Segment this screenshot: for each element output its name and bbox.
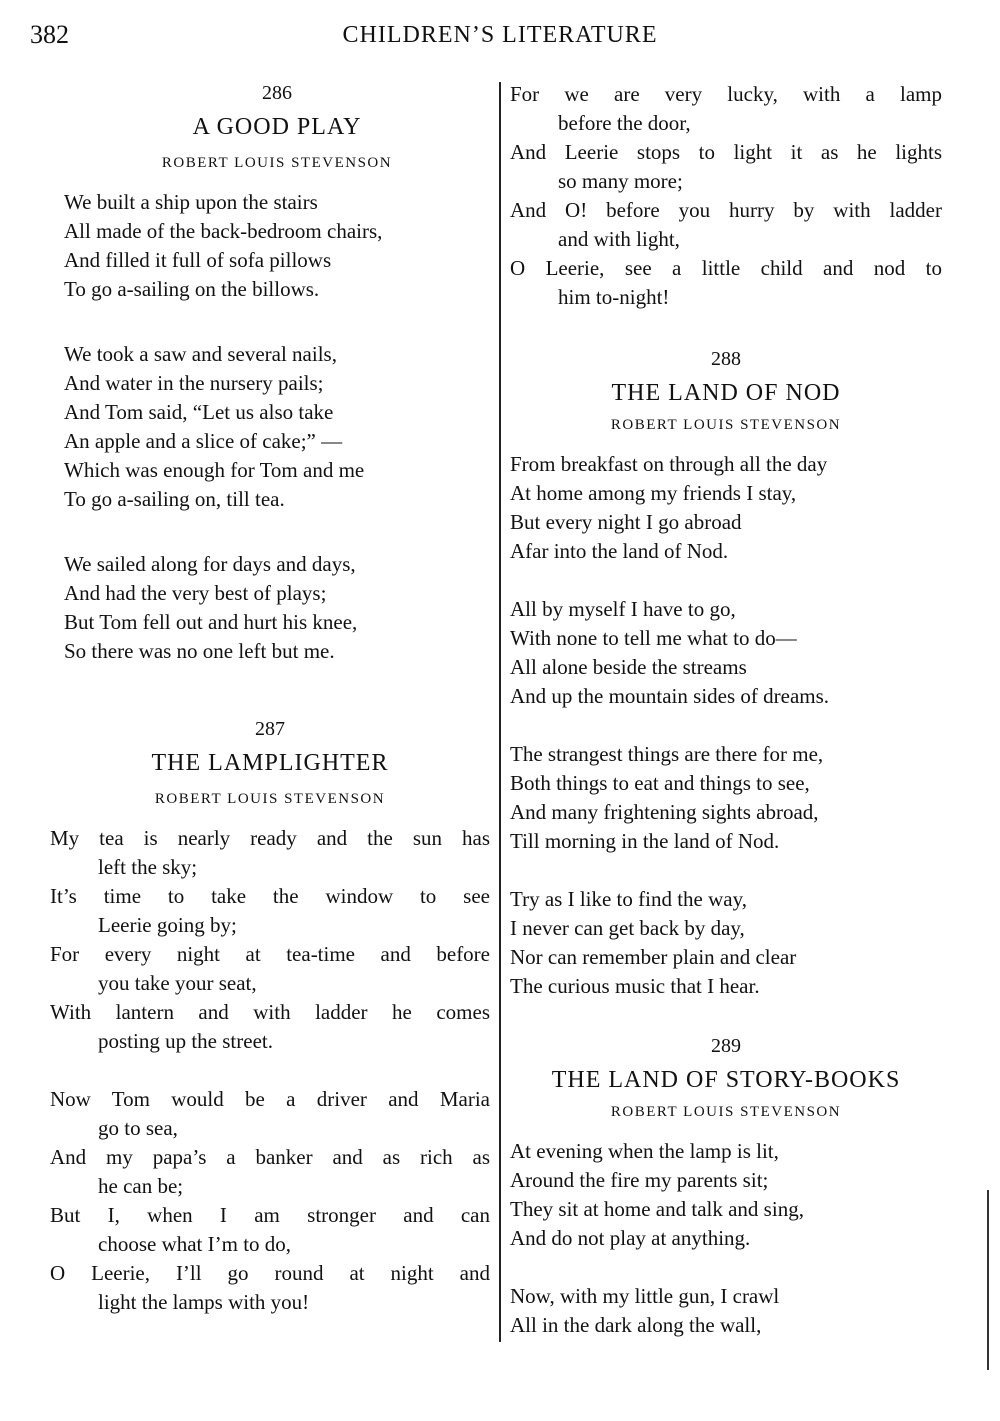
verse-line: At evening when the lamp is lit, <box>510 1139 779 1163</box>
poem-number: 287 <box>255 718 285 740</box>
verse-line: Try as I like to find the way, <box>510 887 747 911</box>
poem-title: THE LAND OF NOD <box>611 380 841 406</box>
verse-line: But every night I go abroad <box>510 510 742 534</box>
verse-line: All in the dark along the wall, <box>510 1313 762 1337</box>
verse-line: Both things to eat and things to see, <box>510 771 810 795</box>
verse-line: All made of the back-bedroom chairs, <box>64 219 383 243</box>
verse-line: For every night at tea-time and before <box>50 942 490 966</box>
poem-number: 289 <box>711 1035 741 1057</box>
poem-number: 286 <box>262 82 292 104</box>
verse-line: Now Tom would be a driver and Maria <box>50 1087 490 1111</box>
verse-line: before the door, <box>558 111 691 135</box>
poem-289 <box>510 1033 942 1340</box>
poem-title: THE LAND OF STORY-BOOKS <box>551 1067 901 1093</box>
verse-line: With lantern and with ladder he comes <box>50 1000 490 1024</box>
verse-line: So there was no one left but me. <box>64 639 335 663</box>
verse-line: For we are very lucky, with a lamp <box>510 82 942 106</box>
verse-line: The strangest things are there for me, <box>510 742 824 766</box>
verse-line: And O! before you hurry by with ladder <box>510 198 942 222</box>
stanza <box>510 740 942 856</box>
poem-author: ROBERT LOUIS STEVENSON <box>610 417 842 433</box>
verse-line: And Tom said, “Let us also take <box>64 400 334 424</box>
verse-line: posting up the street. <box>98 1029 273 1053</box>
verse-line: The curious music that I hear. <box>510 974 760 998</box>
left-column <box>50 80 490 1317</box>
verse-line: Till morning in the land of Nod. <box>510 829 780 853</box>
poem-author: ROBERT LOUIS STEVENSON <box>161 155 393 171</box>
verse-line: And had the very best of plays; <box>64 581 327 605</box>
verse-line: To go a-sailing on the billows. <box>64 277 320 301</box>
verse-line: And Leerie stops to light it as he lights <box>510 140 942 164</box>
verse-line: O Leerie, see a little child and nod to <box>510 256 942 280</box>
stanza <box>510 885 942 1001</box>
stanza <box>50 1085 490 1317</box>
poem-author: ROBERT LOUIS STEVENSON <box>610 1104 842 1120</box>
running-head: CHILDREN’S LITERATURE <box>342 22 658 48</box>
verse-line: We built a ship upon the stairs <box>64 190 318 214</box>
verse-line: My tea is nearly ready and the sun has <box>50 826 490 850</box>
poem-288 <box>510 346 942 1001</box>
verse-line: Afar into the land of Nod. <box>510 539 729 563</box>
margin-rule <box>987 1190 989 1370</box>
verse-line: And filled it full of sofa pillows <box>64 248 332 272</box>
stanza <box>64 188 490 304</box>
verse-line: It’s time to take the window to see <box>50 884 490 908</box>
poem-287 <box>50 716 490 1317</box>
verse-line: choose what I’m to do, <box>98 1232 292 1256</box>
stanza <box>50 824 490 1056</box>
stanza <box>64 550 490 666</box>
stanza <box>510 450 942 566</box>
verse-line: And water in the nursery pails; <box>64 371 324 395</box>
verse-line: And do not play at anything. <box>510 1226 751 1250</box>
verse-line: left the sky; <box>98 855 198 879</box>
verse-line: O Leerie, I’ll go round at night and <box>50 1261 490 1285</box>
poem-287-continued <box>510 80 942 312</box>
verse-line: Now, with my little gun, I crawl <box>510 1284 780 1308</box>
verse-line: With none to tell me what to do— <box>510 626 797 650</box>
verse-line: But I, when I am stronger and can <box>50 1203 490 1227</box>
stanza <box>510 595 942 711</box>
verse-line: And many frightening sights abroad, <box>510 800 819 824</box>
poem-286 <box>50 80 490 666</box>
verse-line: light the lamps with you! <box>98 1290 310 1314</box>
verse-line: Leerie going by; <box>98 913 237 937</box>
verse-line: you take your seat, <box>98 971 257 995</box>
page-number: 382 <box>30 20 69 49</box>
verse-line: We took a saw and several nails, <box>64 342 337 366</box>
verse-line: I never can get back by day, <box>510 916 745 940</box>
stanza <box>64 340 490 514</box>
verse-line: From breakfast on through all the day <box>510 452 828 476</box>
verse-line: At home among my friends I stay, <box>510 481 797 505</box>
verse-line: go to sea, <box>98 1116 178 1140</box>
verse-line: and with light, <box>558 227 680 251</box>
column-divider <box>499 82 501 1342</box>
verse-line: An apple and a slice of cake;” — <box>64 429 343 453</box>
verse-line: All by myself I have to go, <box>510 597 736 621</box>
stanza <box>510 1137 942 1253</box>
verse-line: To go a-sailing on, till tea. <box>64 487 285 511</box>
verse-line: him to-night! <box>558 285 670 309</box>
verse-line: Which was enough for Tom and me <box>64 458 365 482</box>
verse-line: he can be; <box>98 1174 184 1198</box>
verse-line: Around the fire my parents sit; <box>510 1168 769 1192</box>
verse-line: They sit at home and talk and sing, <box>510 1197 804 1221</box>
poem-number: 288 <box>711 348 741 370</box>
poem-author: ROBERT LOUIS STEVENSON <box>154 791 386 807</box>
verse-line: We sailed along for days and days, <box>64 552 356 576</box>
verse-line: And up the mountain sides of dreams. <box>510 684 830 708</box>
verse-line: All alone beside the streams <box>510 655 747 679</box>
verse-line: so many more; <box>558 169 683 193</box>
verse-line: And my papa’s a banker and as rich as <box>50 1145 490 1169</box>
poem-title: A GOOD PLAY <box>192 114 362 140</box>
stanza <box>510 1282 942 1340</box>
stanza <box>510 80 942 312</box>
poem-title: THE LAMPLIGHTER <box>151 750 389 776</box>
verse-line: Nor can remember plain and clear <box>510 945 797 969</box>
right-column <box>510 80 942 1340</box>
verse-line: But Tom fell out and hurt his knee, <box>64 610 358 634</box>
